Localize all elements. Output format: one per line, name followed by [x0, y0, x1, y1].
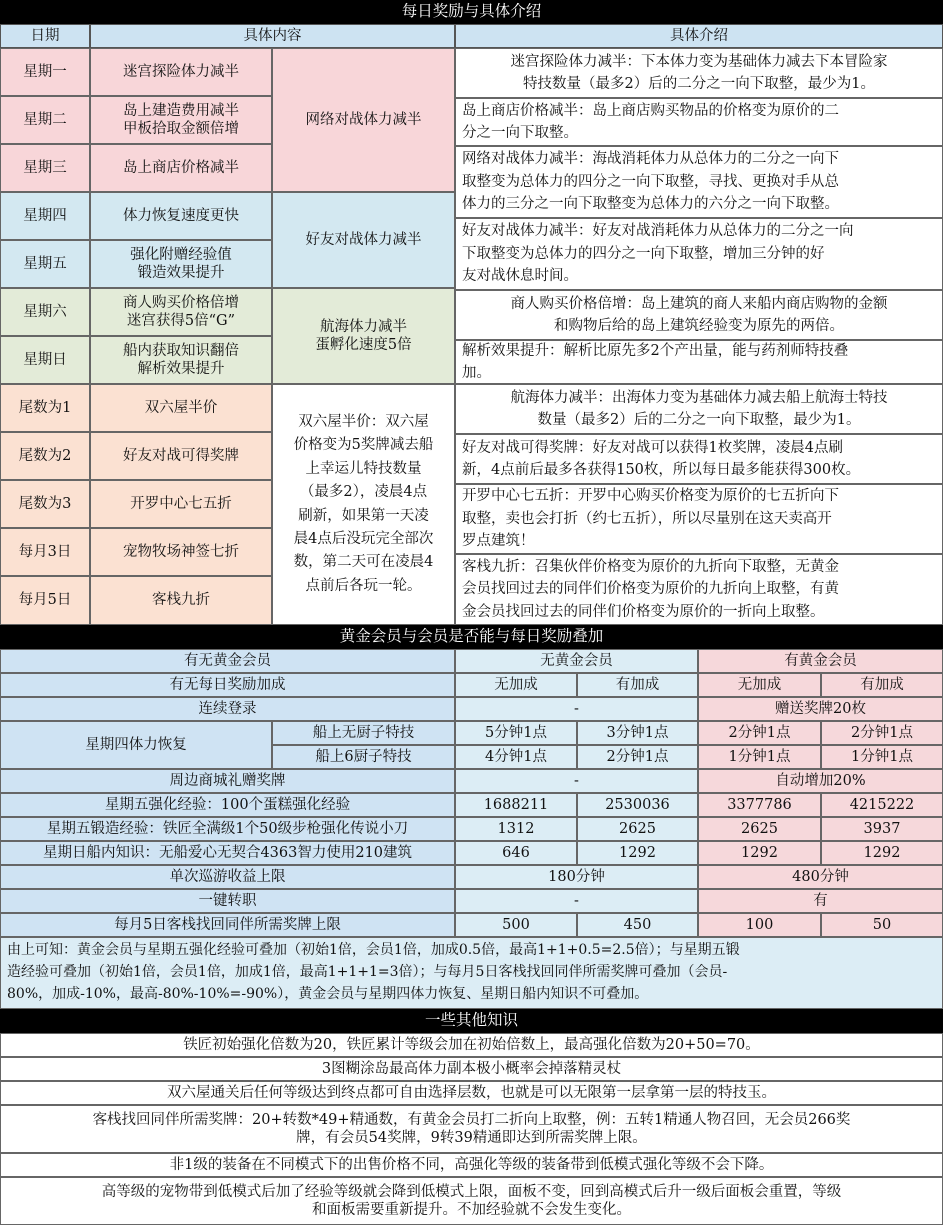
section-title-membership: 黄金会员与会员是否能与每日奖励叠加 — [0, 625, 943, 649]
day-cell: 尾数为1 — [0, 384, 90, 432]
header-has-gold: 有无黄金会员 — [0, 649, 455, 673]
row-label: 单次巡游收益上限 — [0, 865, 455, 889]
value-cell: 50 — [821, 913, 943, 937]
header-no-gold: 无黄金会员 — [455, 649, 698, 673]
intro-cell: 开罗中心七五折：开罗中心购买价格变为原价的七五折向下 取整，卖也会打折（约七五折），所以尽量别在这天卖高开 罗点建筑！ — [455, 484, 943, 554]
value-cell: 5分钟1点 — [455, 721, 577, 745]
value-cell: 480分钟 — [698, 865, 943, 889]
value-cell: 450 — [577, 913, 698, 937]
intro-cell: 网络对战体力减半：海战消耗体力从总体力的二分之一向下 取整变为总体力的四分之一向下取整，寻找、更换对手从总 体力的三分之一向下取整变为总体力的六分之一向下取整。 — [455, 146, 943, 218]
content-cell: 体力恢复速度更快 — [90, 192, 272, 240]
value-cell: 1292 — [821, 841, 943, 865]
day-cell: 星期一 — [0, 48, 90, 96]
knowledge-item: 非1级的装备在不同模式下的出售价格不同，高强化等级的装备带到低模式强化等级不会下降。 — [0, 1153, 943, 1177]
value-cell: 1292 — [698, 841, 821, 865]
value-cell: 3377786 — [698, 793, 821, 817]
day-cell: 每月3日 — [0, 528, 90, 576]
day-cell: 星期日 — [0, 336, 90, 384]
value-cell: 1312 — [455, 817, 577, 841]
intro-cell: 迷宫探险体力减半：下本体力变为基础体力减去下本冒险家 特技数量（最多2）后的二分之一向下取整，最少为1。 — [455, 48, 943, 98]
knowledge-item: 客栈找回同伴所需奖牌：20+转数*49+精通数，有黄金会员打二折向上取整，例：五转1精通人物召回，无会员266奖 牌，有会员54奖牌，9转39精通即达到所需奖牌上限。 — [0, 1105, 943, 1153]
value-cell: 赠送奖牌20枚 — [698, 697, 943, 721]
section-title-knowledge: 一些其他知识 — [0, 1009, 943, 1033]
row-label: 连续登录 — [0, 697, 455, 721]
group-content-cell: 好友对战体力减半 — [272, 192, 455, 288]
group-content-cell: 航海体力减半 蛋孵化速度5倍 — [272, 288, 455, 384]
intro-cell: 解析效果提升：解析比原先多2个产出量，能与药剂师特技叠 加。 — [455, 340, 943, 384]
content-cell: 双六屋半价 — [90, 384, 272, 432]
value-cell: 有 — [698, 889, 943, 913]
value-cell: 1分钟1点 — [821, 745, 943, 769]
day-cell: 星期四 — [0, 192, 90, 240]
value-cell: 3937 — [821, 817, 943, 841]
header-no-bonus: 无加成 — [698, 673, 821, 697]
value-cell: 500 — [455, 913, 577, 937]
header-gold: 有黄金会员 — [698, 649, 943, 673]
content-cell: 船内获取知识翻倍 解析效果提升 — [90, 336, 272, 384]
row-label: 星期日船内知识：无船爱心无契合4363智力使用210建筑 — [0, 841, 455, 865]
content-cell: 强化附赠经验值 锻造效果提升 — [90, 240, 272, 288]
value-cell: 1292 — [577, 841, 698, 865]
row-label: 星期五强化经验：100个蛋糕强化经验 — [0, 793, 455, 817]
day-cell: 星期六 — [0, 288, 90, 336]
row-label: 周边商城礼赠奖牌 — [0, 769, 455, 793]
value-cell: 100 — [698, 913, 821, 937]
intro-cell: 商人购买价格倍增：岛上建筑的商人来船内商店购物的金额 和购物后给的岛上建筑经验变为原先的两倍。 — [455, 290, 943, 340]
intro-cell: 客栈九折：召集伙伴价格变为原价的九折向下取整，无黄金 会员找回过去的同伴们价格变为原价的九折向上取整，有黄 金会员找回过去的同伴们价格变为原价的一折向上取整。 — [455, 554, 943, 625]
row-label: 星期五锻造经验：铁匠全满级1个50级步枪强化传说小刀 — [0, 817, 455, 841]
intro-cell: 航海体力减半：出海体力变为基础体力减去船上航海士特技 数量（最多2）后的二分之一向下取整，最少为1。 — [455, 384, 943, 434]
knowledge-item: 高等级的宠物带到低模式后加了经验等级就会降到低模式上限，面板不变，回到高模式后升一级后面板会重置，等级 和面板需要重新提升。不加经验就不会发生变化。 — [0, 1177, 943, 1225]
day-cell: 尾数为3 — [0, 480, 90, 528]
day-cell: 星期三 — [0, 144, 90, 192]
value-cell: 180分钟 — [455, 865, 698, 889]
row-label: 星期四体力恢复 — [0, 721, 272, 769]
group-content-cell: 双六屋半价：双六屋 价格变为5奖牌减去船 上幸运儿特技数量 （最多2），凌晨4点 刷新，如果第一天凌 晨4点后没玩完全部次 数，第二天可在凌晨4 点前后各玩一轮。 — [272, 384, 455, 625]
value-cell: 3分钟1点 — [577, 721, 698, 745]
value-cell: - — [455, 697, 698, 721]
value-cell: 1分钟1点 — [698, 745, 821, 769]
value-cell: 4分钟1点 — [455, 745, 577, 769]
intro-cell: 好友对战可得奖牌：好友对战可以获得1枚奖牌，凌晨4点刷 新，4点前后最多各获得150枚，所以每日最多能获得300枚。 — [455, 434, 943, 484]
content-cell: 开罗中心七五折 — [90, 480, 272, 528]
header-date: 日期 — [0, 24, 90, 48]
value-cell: 646 — [455, 841, 577, 865]
content-cell: 好友对战可得奖牌 — [90, 432, 272, 480]
value-cell: 2分钟1点 — [821, 721, 943, 745]
value-cell: 1688211 — [455, 793, 577, 817]
value-cell: 4215222 — [821, 793, 943, 817]
header-bonus: 有加成 — [821, 673, 943, 697]
knowledge-item: 铁匠初始强化倍数为20，铁匠累计等级会加在初始倍数上，最高强化倍数为20+50=70。 — [0, 1033, 943, 1057]
value-cell: 2分钟1点 — [698, 721, 821, 745]
knowledge-item: 3图糊涂岛最高体力副本极小概率会掉落精灵杖 — [0, 1057, 943, 1081]
content-cell: 商人购买价格倍增 迷宫获得5倍“G” — [90, 288, 272, 336]
header-has-bonus: 有无每日奖励加成 — [0, 673, 455, 697]
value-cell: 2分钟1点 — [577, 745, 698, 769]
content-cell: 岛上建造费用减半 甲板拾取金额倍增 — [90, 96, 272, 144]
header-intro: 具体介绍 — [455, 24, 943, 48]
summary-text: 由上可知：黄金会员与星期五强化经验可叠加（初始1倍，会员1倍，加成0.5倍，最高1+1+0.5=2.5倍）；与星期五锻 造经验可叠加（初始1倍，会员1倍，加成1倍，最高1+1+1=3倍）；与每月5日客栈找回同伴所需奖牌可叠加（会员- 80%，加成-10%，最高-80%-10%=-90%），黄金会员与星期四体力恢复、星期日船内知识不可叠加。 — [0, 937, 943, 1009]
knowledge-item: 双六屋通关后任何等级达到终点都可自由选择层数，也就是可以无限第一层拿第一层的特技玉。 — [0, 1081, 943, 1105]
day-cell: 星期二 — [0, 96, 90, 144]
value-cell: 自动增加20% — [698, 769, 943, 793]
day-cell: 尾数为2 — [0, 432, 90, 480]
section-title-daily: 每日奖励与具体介绍 — [0, 0, 943, 24]
header-no-bonus: 无加成 — [455, 673, 577, 697]
row-sublabel: 船上6厨子特技 — [272, 745, 455, 769]
value-cell: - — [455, 769, 698, 793]
header-content: 具体内容 — [90, 24, 455, 48]
value-cell: 2625 — [577, 817, 698, 841]
intro-cell: 岛上商店价格减半：岛上商店购买物品的价格变为原价的二 分之一向下取整。 — [455, 98, 943, 146]
day-cell: 星期五 — [0, 240, 90, 288]
content-cell: 客栈九折 — [90, 576, 272, 625]
value-cell: 2625 — [698, 817, 821, 841]
header-bonus: 有加成 — [577, 673, 698, 697]
row-label: 一键转职 — [0, 889, 455, 913]
row-sublabel: 船上无厨子特技 — [272, 721, 455, 745]
content-cell: 迷宫探险体力减半 — [90, 48, 272, 96]
row-label: 每月5日客栈找回同伴所需奖牌上限 — [0, 913, 455, 937]
intro-cell: 好友对战体力减半：好友对战消耗体力从总体力的二分之一向 下取整变为总体力的四分之一向下取整，增加三分钟的好 友对战休息时间。 — [455, 218, 943, 290]
group-content-cell: 网络对战体力减半 — [272, 48, 455, 192]
content-cell: 岛上商店价格减半 — [90, 144, 272, 192]
value-cell: - — [455, 889, 698, 913]
day-cell: 每月5日 — [0, 576, 90, 625]
content-cell: 宠物牧场神签七折 — [90, 528, 272, 576]
value-cell: 2530036 — [577, 793, 698, 817]
